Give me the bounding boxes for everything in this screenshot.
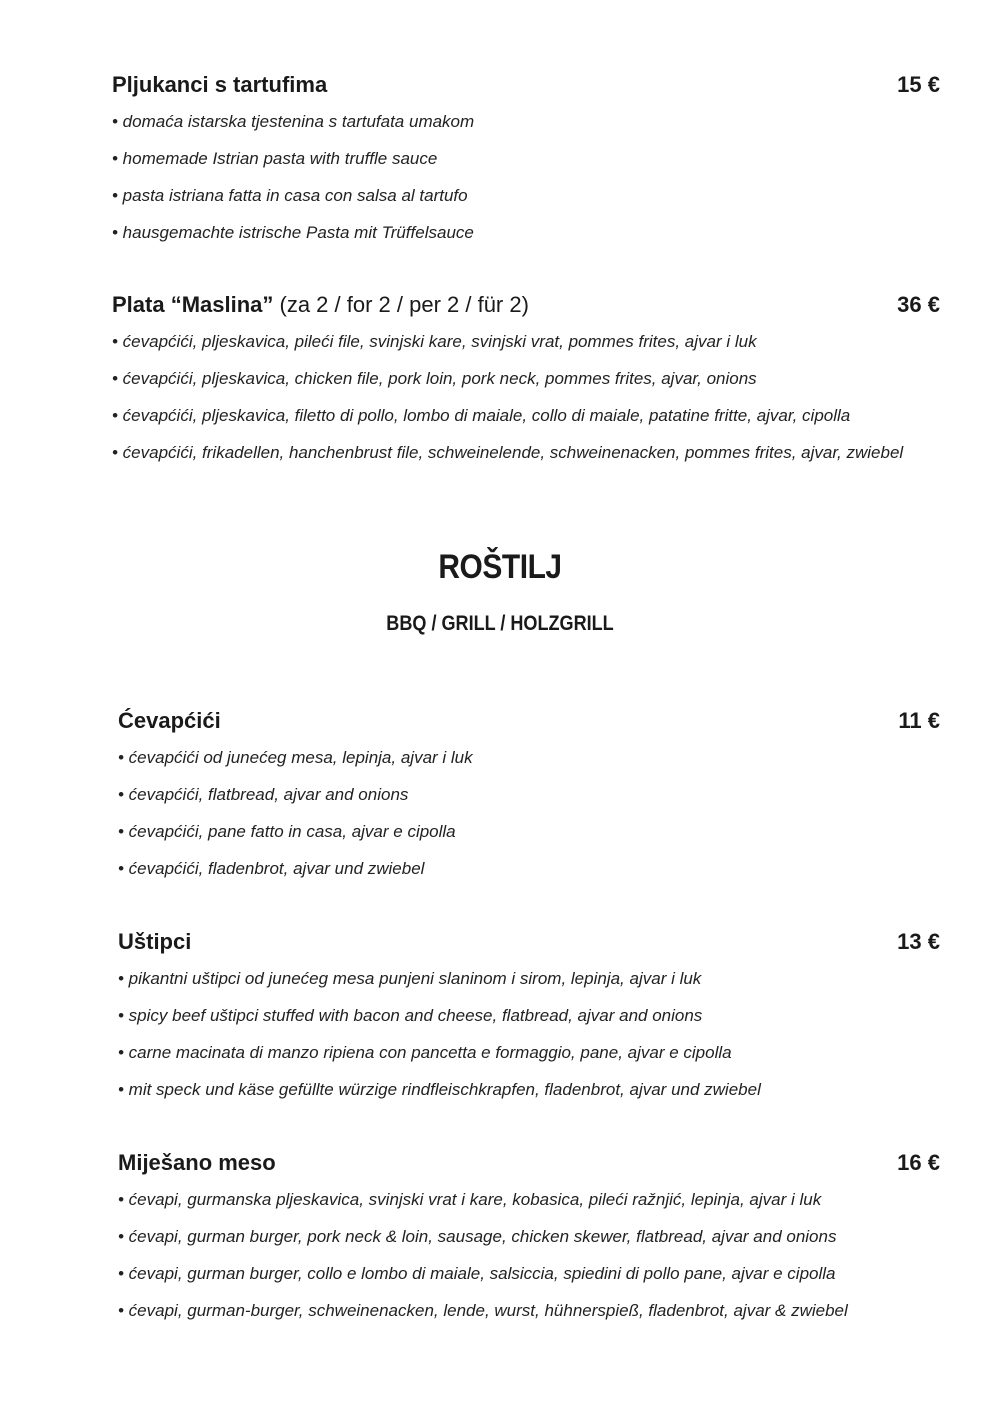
item-description-line: • ćevapćići, pljeskavica, pileći file, svinjski kare, svinjski vrat, pommes frites, ajvar i luk bbox=[112, 332, 757, 351]
item-description-line: • ćevapćići, pljeskavica, filetto di pollo, lombo di maiale, collo di maiale, patatine fritte, ajvar, cipolla bbox=[112, 406, 851, 425]
item-description-line: • ćevapćići, pane fatto in casa, ajvar e cipolla bbox=[118, 822, 456, 841]
menu-item-ustipci bbox=[118, 927, 940, 1108]
item-price: 13 € bbox=[897, 929, 940, 954]
item-description-line: • domaća istarska tjestenina s tartufata umakom bbox=[112, 112, 475, 131]
item-name-text: Plata “Maslina” bbox=[112, 292, 274, 317]
item-serving-note: (za 2 / for 2 / per 2 / für 2) bbox=[273, 292, 529, 317]
item-price: 16 € bbox=[897, 1150, 940, 1175]
item-description-list bbox=[112, 103, 940, 251]
item-description-line: • homemade Istrian pasta with truffle sauce bbox=[112, 149, 438, 168]
menu-item-cevapcici bbox=[118, 706, 940, 887]
item-description-list bbox=[118, 739, 940, 887]
section-subtitle: BBQ / GRILL / HOLZGRILL bbox=[386, 612, 614, 635]
menu-item-pljukanci bbox=[112, 70, 940, 251]
item-description-line: • mit speck und käse gefüllte würzige rindfleischkrapfen, fladenbrot, ajvar und zwiebel bbox=[118, 1080, 761, 1099]
section-title: ROŠTILJ bbox=[438, 548, 562, 586]
item-description-line: • pikantni uštipci od junećeg mesa punjeni slaninom i sirom, lepinja, ajvar i luk bbox=[118, 969, 702, 988]
item-price: 15 € bbox=[897, 72, 940, 97]
item-name: Miješano meso bbox=[118, 1150, 276, 1175]
item-header bbox=[112, 290, 940, 320]
item-description-line: • ćevapi, gurman burger, pork neck & loin, sausage, chicken skewer, flatbread, ajvar and onions bbox=[118, 1227, 837, 1246]
item-header bbox=[118, 706, 940, 736]
item-description-line: • ćevapi, gurman burger, collo e lombo di maiale, salsiccia, spiedini di pollo pane, ajvar e cipolla bbox=[118, 1264, 836, 1283]
item-description-line: • ćevapćići, frikadellen, hanchenbrust file, schweinelende, schweinenacken, pommes frites, ajvar, zwiebel bbox=[112, 443, 904, 462]
item-description-list bbox=[118, 1181, 940, 1329]
item-description-line: • hausgemachte istrische Pasta mit Trüffelsauce bbox=[112, 223, 474, 242]
item-description-line: • pasta istriana fatta in casa con salsa al tartufo bbox=[112, 186, 468, 205]
item-description-line: • ćevapi, gurman-burger, schweinenacken, lende, wurst, hühnerspieß, fladenbrot, ajvar & zwiebel bbox=[118, 1301, 848, 1320]
item-name: Ćevapćići bbox=[118, 708, 221, 733]
item-description-line: • carne macinata di manzo ripiena con pancetta e formaggio, pane, ajvar e cipolla bbox=[118, 1043, 732, 1062]
item-description-line: • ćevapćići od junećeg mesa, lepinja, ajvar i luk bbox=[118, 748, 473, 767]
menu-item-plata-maslina bbox=[112, 290, 940, 471]
menu-item-mijesano-meso bbox=[118, 1148, 940, 1329]
item-description-line: • ćevapćići, flatbread, ajvar and onions bbox=[118, 785, 409, 804]
item-header bbox=[118, 1148, 940, 1178]
item-name bbox=[112, 290, 529, 320]
item-header bbox=[118, 927, 940, 957]
item-price: 11 € bbox=[898, 708, 940, 733]
item-description-line: • spicy beef uštipci stuffed with bacon and cheese, flatbread, ajvar and onions bbox=[118, 1006, 703, 1025]
item-description-list bbox=[112, 323, 940, 471]
item-name: Uštipci bbox=[118, 929, 192, 954]
item-description-line: • ćevapćići, pljeskavica, chicken file, pork loin, pork neck, pommes frites, ajvar, onions bbox=[112, 369, 757, 388]
item-header bbox=[112, 70, 940, 100]
item-description-list bbox=[118, 960, 940, 1108]
item-description-line: • ćevapi, gurmanska pljeskavica, svinjski vrat i kare, kobasica, pileći ražnjić, lepinja, ajvar i luk bbox=[118, 1190, 822, 1209]
item-price: 36 € bbox=[897, 292, 940, 317]
item-description-line: • ćevapćići, fladenbrot, ajvar und zwiebel bbox=[118, 859, 425, 878]
item-name: Pljukanci s tartufima bbox=[112, 72, 328, 97]
